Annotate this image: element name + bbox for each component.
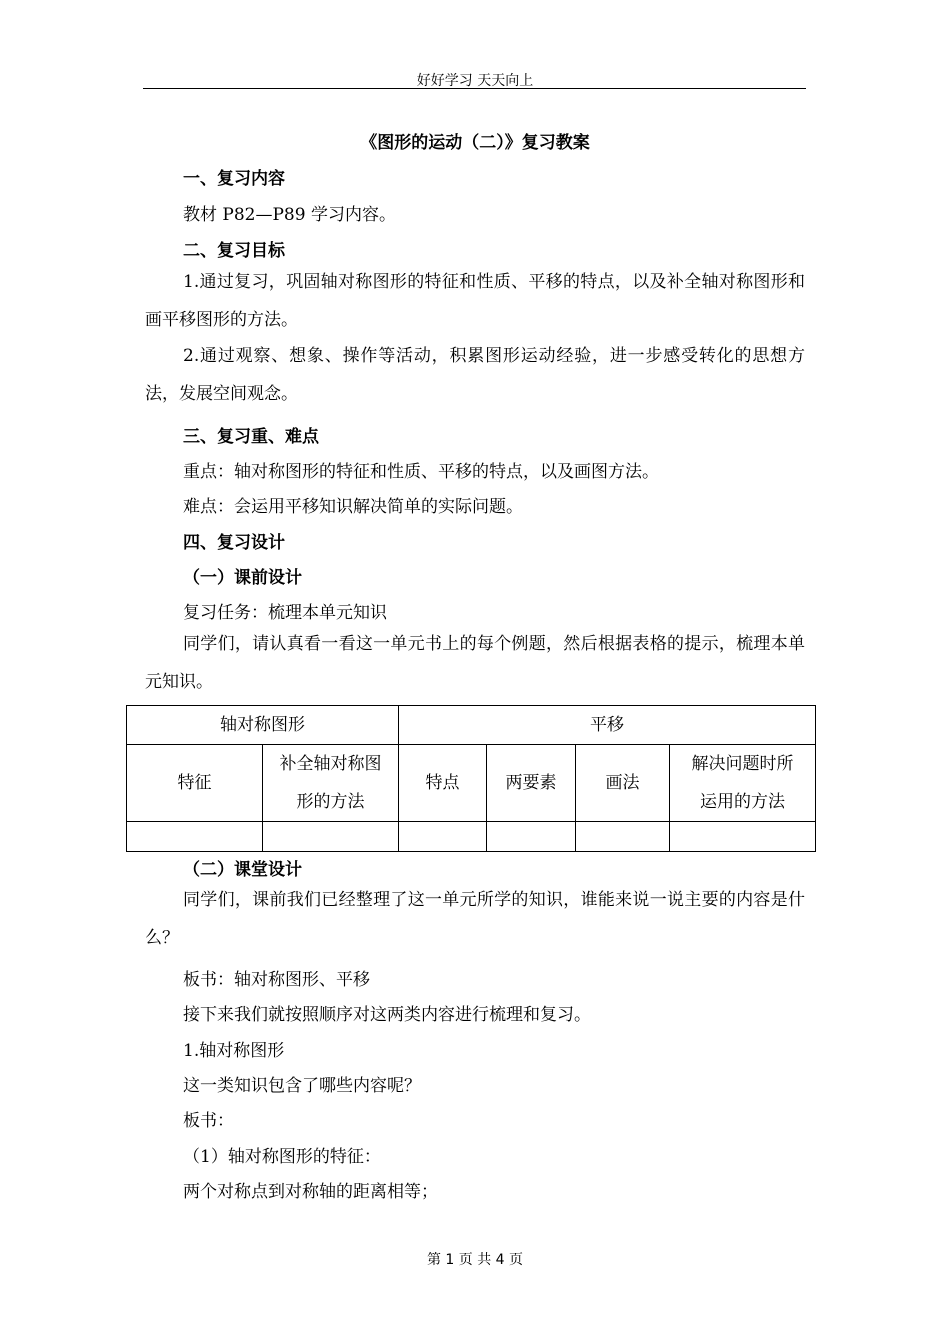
board-note-2: 板书： bbox=[183, 1111, 234, 1131]
table-col-characteristic: 特点 bbox=[399, 745, 487, 822]
section2-heading: 二、复习目标 bbox=[183, 241, 285, 261]
review-table bbox=[126, 705, 816, 852]
next-step: 接下来我们就按照顺序对这两类内容进行梳理和复习。 bbox=[183, 1005, 591, 1025]
section1-heading: 一、复习内容 bbox=[183, 169, 285, 189]
section1-text: 教材 P82—P89 学习内容。 bbox=[183, 205, 396, 225]
table-col-complete-method bbox=[263, 745, 399, 822]
table-empty-cell bbox=[399, 822, 487, 852]
review-task: 复习任务：梳理本单元知识 bbox=[183, 603, 387, 623]
table-empty-cell bbox=[576, 822, 670, 852]
feature-text: 两个对称点到对称轴的距离相等； bbox=[183, 1182, 438, 1202]
table-col-two-elements: 两要素 bbox=[487, 745, 576, 822]
in-class-heading: （二）课堂设计 bbox=[183, 860, 302, 880]
pre-class-instruction: 同学们，请认真看一看这一单元书上的每个例题，然后根据表格的提示，梳理本单元知识。 bbox=[145, 634, 805, 692]
table-empty-cell bbox=[263, 822, 399, 852]
table-col-problem-solving-line2: 运用的方法 bbox=[700, 792, 785, 812]
table-col-complete-method-line2: 形的方法 bbox=[296, 792, 365, 812]
page-footer: 第 1 页 共 4 页 bbox=[426, 1252, 524, 1268]
header-divider bbox=[143, 88, 806, 89]
table-empty-cell bbox=[487, 822, 576, 852]
pre-class-heading: （一）课前设计 bbox=[183, 568, 302, 588]
item-axis-symmetry: 1.轴对称图形 bbox=[183, 1041, 285, 1061]
table-group-translation: 平移 bbox=[399, 706, 816, 745]
table-empty-cell bbox=[670, 822, 816, 852]
key-point: 重点：轴对称图形的特征和性质、平移的特点，以及画图方法。 bbox=[183, 462, 659, 482]
difficult-point: 难点：会运用平移知识解决简单的实际问题。 bbox=[183, 497, 523, 517]
goal-2: 2.通过观察、想象、操作等活动，积累图形运动经验，进一步感受转化的思想方法，发展空间观念。 bbox=[145, 346, 805, 404]
table-col-complete-method-line1: 补全轴对称图 bbox=[279, 754, 382, 774]
in-class-intro: 同学们，课前我们已经整理了这一单元所学的知识，谁能来说一说主要的内容是什么？ bbox=[145, 890, 805, 948]
board-note-1: 板书：轴对称图形、平移 bbox=[183, 970, 370, 990]
content-question: 这一类知识包含了哪些内容呢？ bbox=[183, 1076, 421, 1096]
table-col-problem-solving-line1: 解决问题时所 bbox=[691, 754, 794, 774]
table-col-problem-solving bbox=[670, 745, 816, 822]
section3-heading: 三、复习重、难点 bbox=[183, 427, 319, 447]
feature-heading: （1）轴对称图形的特征： bbox=[183, 1147, 381, 1167]
page-header: 好好学习 天天向上 bbox=[416, 73, 534, 89]
section4-heading: 四、复习设计 bbox=[183, 533, 285, 553]
table-empty-cell bbox=[127, 822, 263, 852]
table-group-axis-symmetry: 轴对称图形 bbox=[127, 706, 399, 745]
table-col-drawing-method: 画法 bbox=[576, 745, 670, 822]
goal-1: 1.通过复习，巩固轴对称图形的特征和性质、平移的特点，以及补全轴对称图形和画平移图形的方法。 bbox=[145, 272, 805, 330]
table-col-feature: 特征 bbox=[127, 745, 263, 822]
document-title: 《图形的运动（二）》复习教案 bbox=[360, 133, 590, 153]
